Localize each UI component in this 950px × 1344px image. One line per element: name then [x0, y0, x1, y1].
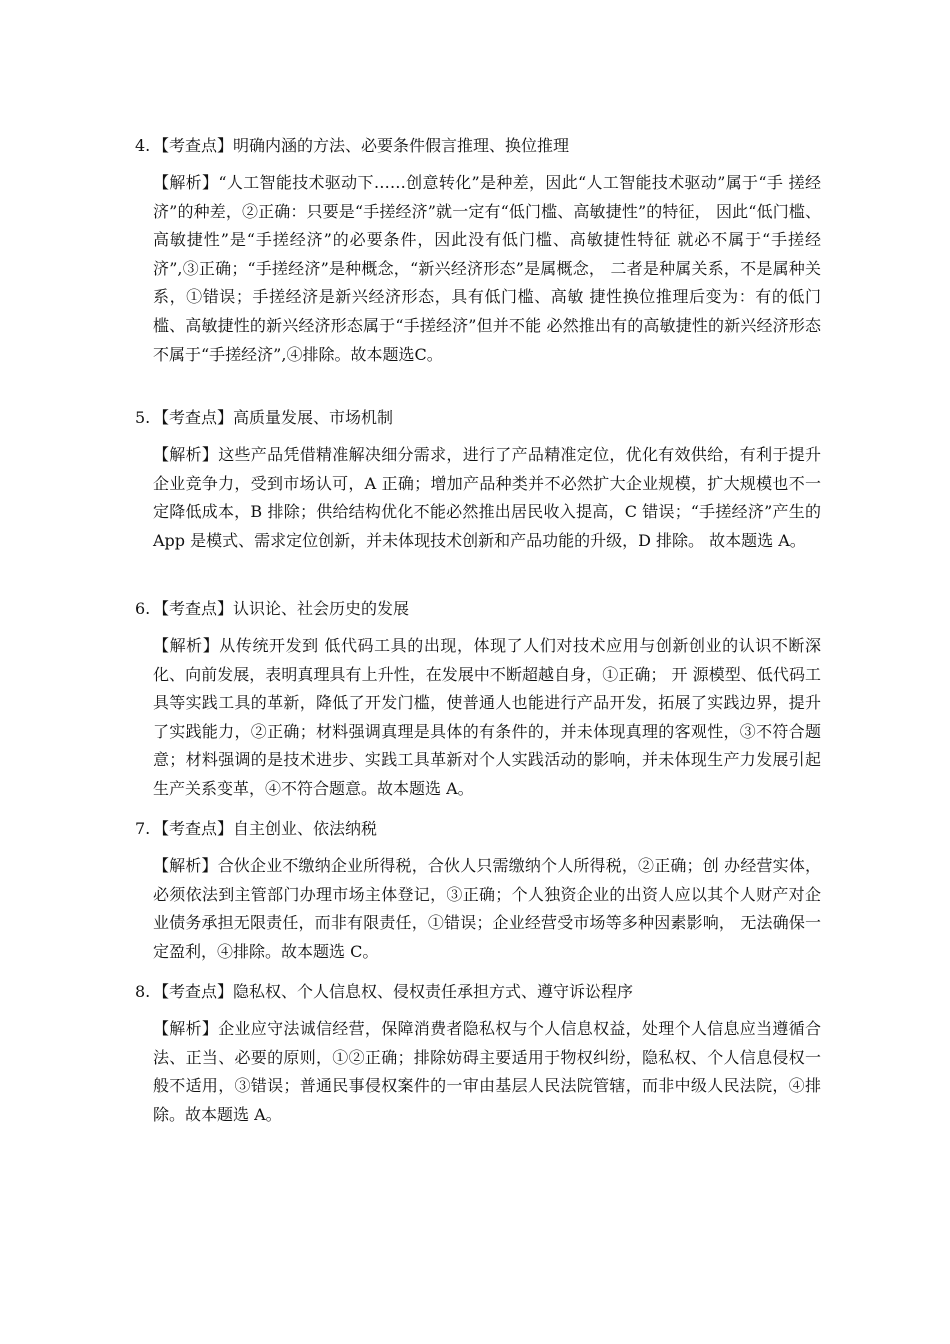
question-number: 4.: [135, 136, 151, 155]
analysis-paragraph: [153, 632, 821, 804]
question-header: [135, 135, 825, 157]
analysis-paragraph: [153, 852, 821, 966]
analysis-text: 这些产品凭借精准解决细分需求，进行了产品精准定位，优化有效供给，有利于提升企业竞争力，受到市场认可，A 正确；增加产品种类并不必然扩大企业规模，扩大规模也不一定降低成本，B 排除；供给结构优化不能必然推出居民收入提高，C 错误；“手搓经济”产生的 App 是模式、需求定位创新，并未体现技术创新和产品功能的升级，D 排除。 故本题选 A。: [153, 445, 821, 550]
question-item-4: [135, 135, 825, 369]
question-number: 5.: [135, 408, 151, 427]
analysis-text: 从传统开发到 低代码工具的出现，体现了人们对技术应用与创新创业的认识不断深化、向前发展，表明真理具有上升性，在发展中不断超越自身，①正确； 开 源模型、低代码工具等实践工具的革新，降低了开发门槛，使普通人也能进行产品开发，拓展了实践边界，提升了实践能力，②正确；材料强调真理是具体的有条件的，并未体现真理的客观性，③不符合题意；材料强调的是技术进步、实践工具革新对个人实践活动的影响，并未体现生产力发展引起生产关系变革，④不符合题意。故本题选 A。: [153, 636, 821, 798]
question-number: 7.: [135, 819, 151, 838]
question-header: [135, 818, 825, 840]
question-header: [135, 598, 825, 620]
point-text: 高质量发展、市场机制: [233, 408, 394, 427]
analysis-text: “人工智能技术驱动下……创意转化”是种差，因此“人工智能技术驱动”属于“手 搓经济”的种差，②正确：只要是“手搓经济”就一定有“低门槛、高敏捷性”的特征， 因此“低门槛、高敏捷性”是“手搓经济”的必要条件，因此没有低门槛、高敏捷性特征 就必不属于“手搓经济”,③正确；“手搓经济”是种概念，“新兴经济形态”是属概念， 二者是种属关系，不是属种关系，①错误；手搓经济是新兴经济形态，具有低门槛、高敏 捷性换位推理后变为：有的低门槛、高敏捷性的新兴经济形态属于“手搓经济”但并不能 必然推出有的高敏捷性的新兴经济形态不属于“手搓经济”,④排除。故本题选C。: [153, 173, 821, 364]
analysis-text: 合伙企业不缴纳企业所得税，合伙人只需缴纳个人所得税，②正确；创 办经营实体，必须依法到主管部门办理市场主体登记，③正确；个人独资企业的出资人应以其个人财产对企业债务承担无限责任，而非有限责任，①错误；企业经营受市场等多种因素影响， 无法确保一定盈利，④排除。故本题选 C。: [153, 856, 821, 961]
analysis-paragraph: [153, 169, 821, 369]
question-header: [135, 981, 825, 1003]
point-tag: 【考查点】: [153, 136, 234, 155]
analysis-tag: 【解析】: [153, 636, 220, 655]
point-tag: 【考查点】: [153, 408, 234, 427]
analysis-paragraph: [153, 441, 821, 555]
analysis-paragraph: [153, 1015, 821, 1129]
question-item-6: [135, 598, 825, 804]
point-text: 自主创业、依法纳税: [233, 819, 378, 838]
point-tag: 【考查点】: [153, 819, 234, 838]
question-number: 8.: [135, 982, 151, 1001]
question-item-8: [135, 981, 825, 1129]
question-header: [135, 407, 825, 429]
analysis-text: 企业应守法诚信经营，保障消费者隐私权与个人信息权益，处理个人信息应当遵循合法、正当、必要的原则，①②正确；排除妨碍主要适用于物权纠纷，隐私权、个人信息侵权一般不适用，③错误；普通民事侵权案件的一审由基层人民法院管辖，而非中级人民法院，④排除。故本题选 A。: [153, 1019, 821, 1124]
point-text: 明确内涵的方法、必要条件假言推理、换位推理: [233, 136, 570, 155]
analysis-tag: 【解析】: [153, 445, 219, 464]
analysis-tag: 【解析】: [153, 856, 218, 875]
point-text: 认识论、社会历史的发展: [233, 599, 410, 618]
analysis-tag: 【解析】: [153, 1019, 219, 1038]
point-tag: 【考查点】: [153, 982, 234, 1001]
question-item-5: [135, 407, 825, 555]
point-tag: 【考查点】: [153, 599, 234, 618]
question-item-7: [135, 818, 825, 966]
question-number: 6.: [135, 599, 151, 618]
analysis-tag: 【解析】: [153, 173, 219, 192]
point-text: 隐私权、个人信息权、侵权责任承担方式、遵守诉讼程序: [233, 982, 634, 1001]
